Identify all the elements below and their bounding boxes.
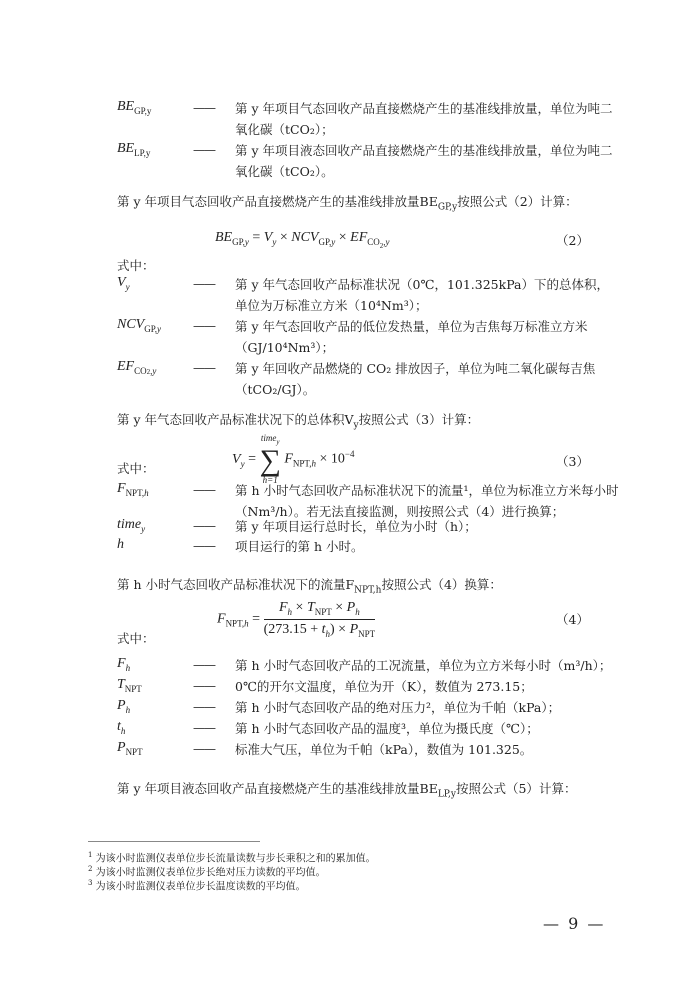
def-dash: —— (193, 319, 215, 333)
equation-2: $BE_{GP,y} = V_y \times NCV_{GP,y} \times EF_{CO_2,y}$ (215, 230, 390, 250)
equation-3-number: （3） (556, 454, 589, 469)
def-dash: —— (193, 700, 215, 714)
def-dash: —— (193, 679, 215, 693)
label-shizhong: 式中： (117, 461, 155, 476)
def-time-desc: 第 y 年项目运行总时长，单位为小时（h）； (235, 519, 477, 534)
symbol-f-h: $F_h$ (117, 656, 131, 673)
def-dash: —— (193, 361, 215, 375)
paragraph-eq4-intro: 第 h 小时气态回收产品标准状况下的流量$F_{NPT,h}$按照公式（4）换算： (117, 577, 502, 596)
footnote-2: $^2$ 为该小时监测仪表单位步长绝对压力读数的平均值。 (88, 865, 326, 879)
def-f-npt-desc: 第 h 小时气态回收产品标准状况下的流量¹，单位为标准立方米每小时（Nm³/h）。若无法直接监测，则按照公式（4）进行换算； (235, 483, 619, 519)
label-shizhong: 式中： (117, 631, 155, 646)
def-v-y-desc: 第 y 年气态回收产品标准状况（0℃，101.325kPa）下的总体积，单位为万标准立方米（10⁴Nm³）； (235, 277, 610, 313)
def-p-h-desc: 第 h 小时气态回收产品的绝对压力²，单位为千帕（kPa）； (235, 700, 561, 715)
def-dash: —— (193, 101, 215, 115)
def-t-npt-desc: 0℃的开尔文温度，单位为开（K），数值为 273.15； (235, 679, 533, 694)
def-dash: —— (193, 721, 215, 735)
def-dash: —— (193, 143, 215, 157)
equation-3: $V_y$ = time$_y$ ∑ h=1 $F_{NPT,h} \times 10^{-4}$ (232, 433, 355, 485)
fraction: $\frac{F_h \times T_{NPT} \times P_h}{(273.15 + t_h) \times P_{NPT}}$ (263, 600, 376, 639)
page-number: — 9 — (543, 914, 606, 933)
symbol-be-gp: $BE_{GP,y}$ (117, 99, 152, 116)
label-shizhong: 式中： (117, 258, 155, 273)
def-dash: —— (193, 277, 215, 291)
def-be-lp-desc: 第 y 年项目液态回收产品直接燃烧产生的基准线排放量，单位为吨二氧化碳（tCO₂）。 (235, 143, 613, 179)
symbol-h: h (117, 537, 124, 552)
paragraph-eq2-intro: 第 y 年项目气态回收产品直接燃烧产生的基准线排放量$BE_{GP,y}$按照公式（2）计算： (117, 194, 578, 213)
def-ncv-desc: 第 y 年气态回收产品的低位发热量，单位为吉焦每万标准立方米（GJ/10⁴Nm³）； (235, 319, 588, 355)
symbol-ncv-gp: $NCV_{GP,y}$ (117, 317, 161, 334)
def-dash: —— (193, 742, 215, 756)
paragraph-eq5-intro: 第 y 年项目液态回收产品直接燃烧产生的基准线排放量$BE_{LP,y}$按照公式（5）计算： (117, 781, 577, 800)
def-dash: —— (193, 658, 215, 672)
equation-4: $F_{NPT,h}$ = $\frac{F_h \times T_{NPT} \times P_h}{(273.15 + t_h) \times P_{NPT}}$ (217, 600, 376, 639)
def-dash: —— (193, 519, 215, 533)
summation-symbol: time$_y$ ∑ h=1 (259, 433, 281, 485)
def-ef-desc: 第 y 年回收产品燃烧的 CO₂ 排放因子，单位为吨二氧化碳每吉焦（tCO₂/GJ）。 (235, 361, 596, 397)
def-f-h-desc: 第 h 小时气态回收产品的工况流量，单位为立方米每小时（m³/h）； (235, 658, 612, 673)
footnote-divider (88, 841, 260, 842)
footnote-1: $^1$ 为该小时监测仪表单位步长流量读数与步长乘积之和的累加值。 (88, 851, 376, 865)
def-dash: —— (193, 539, 215, 553)
def-h-desc: 项目运行的第 h 小时。 (235, 539, 364, 554)
def-dash: —— (193, 483, 215, 497)
def-p-npt-desc: 标准大气压，单位为千帕（kPa），数值为 101.325。 (235, 742, 533, 757)
equation-4-number: （4） (556, 612, 589, 627)
symbol-p-npt: $P_{NPT}$ (117, 740, 143, 757)
symbol-t-npt: $T_{NPT}$ (117, 677, 142, 694)
paragraph-eq3-intro: 第 y 年气态回收产品标准状况下的总体积$V_y$按照公式（3）计算： (117, 412, 480, 431)
symbol-t-h: $t_h$ (117, 719, 126, 736)
symbol-f-npt: $F_{NPT,h}$ (117, 481, 149, 498)
def-t-h-desc: 第 h 小时气态回收产品的温度³，单位为摄氏度（℃）； (235, 721, 539, 736)
symbol-time-y: time$_y$ (117, 517, 146, 534)
symbol-be-lp: $BE_{LP,y}$ (117, 141, 151, 158)
symbol-v-y: $V_y$ (117, 275, 130, 292)
symbol-p-h: $P_h$ (117, 698, 131, 715)
symbol-ef-co2: $EF_{CO2,y}$ (117, 359, 157, 376)
def-be-gp-desc: 第 y 年项目气态回收产品直接燃烧产生的基准线排放量，单位为吨二氧化碳（tCO₂）； (235, 101, 613, 137)
footnote-3: $^3$ 为该小时监测仪表单位步长温度读数的平均值。 (88, 879, 306, 893)
equation-2-number: （2） (556, 233, 589, 248)
